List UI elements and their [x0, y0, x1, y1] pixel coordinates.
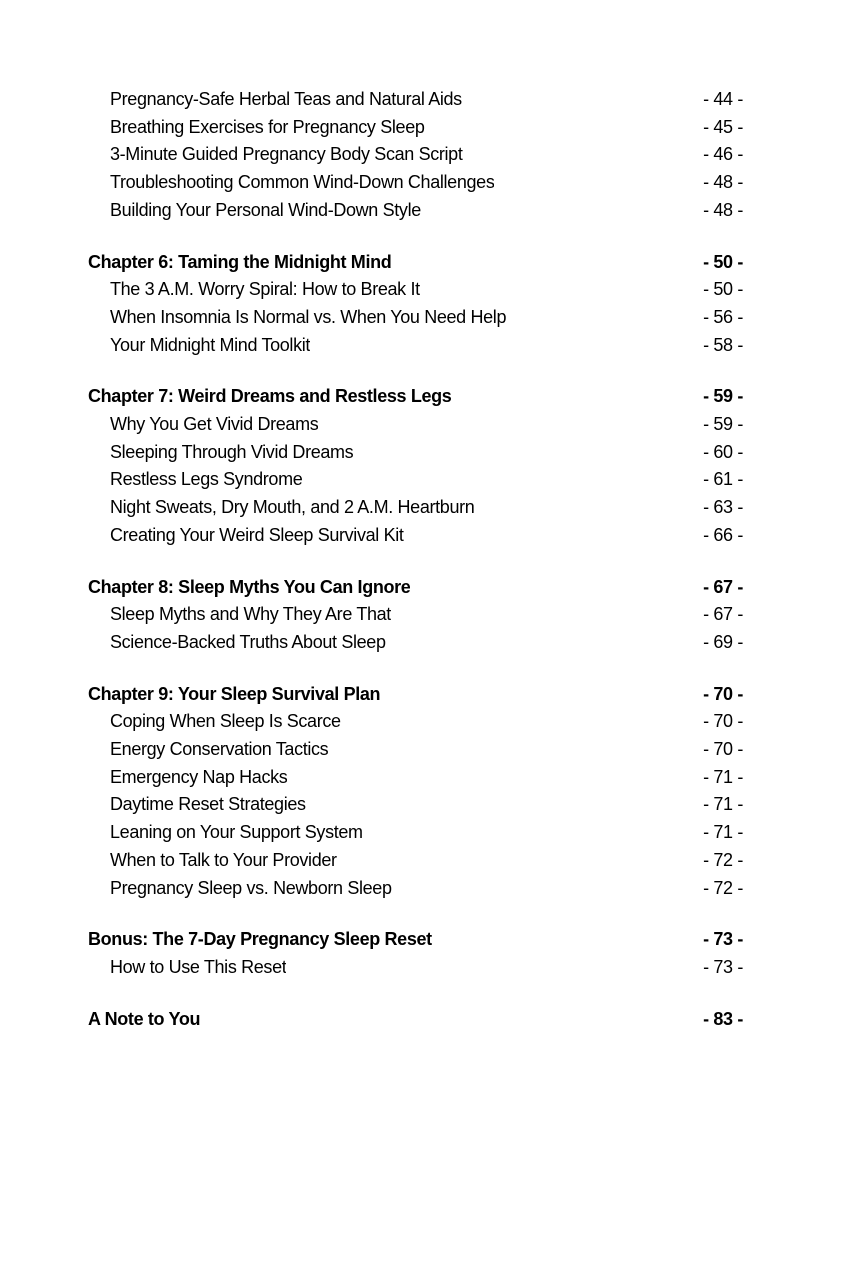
toc-chapter-entry[interactable] — [88, 926, 743, 954]
toc-entry-page-number: - 66 - — [703, 524, 743, 545]
toc-section — [88, 926, 743, 981]
toc-entry-page-number: - 72 - — [703, 877, 743, 898]
toc-entry-label: Creating Your Weird Sleep Survival Kit — [110, 524, 404, 545]
toc-entry-page-number: - 48 - — [703, 172, 743, 193]
toc-entry-label: Emergency Nap Hacks — [110, 766, 288, 787]
toc-entry-page-number: - 50 - — [703, 251, 743, 272]
toc-section — [88, 249, 743, 360]
toc-entry-label: Chapter 9: Your Sleep Survival Plan — [88, 683, 381, 704]
toc-entry-label: Restless Legs Syndrome — [110, 469, 303, 490]
toc-entry-label: Pregnancy-Safe Herbal Teas and Natural Aids — [110, 89, 462, 109]
toc-entry-label: Your Midnight Mind Toolkit — [110, 334, 311, 355]
toc-subsection-entry[interactable] — [88, 629, 743, 657]
toc-entry-label: Chapter 7: Weird Dreams and Restless Legs — [88, 386, 452, 407]
toc-entry-label: Breathing Exercises for Pregnancy Sleep — [110, 116, 425, 137]
toc-subsection-entry[interactable] — [88, 764, 743, 792]
toc-entry-page-number: - 72 - — [703, 849, 743, 870]
toc-entry-page-number: - 71 - — [703, 766, 743, 787]
toc-subsection-entry[interactable] — [88, 708, 743, 736]
toc-section — [88, 86, 743, 225]
toc-entry-page-number: - 61 - — [703, 469, 743, 490]
toc-subsection-entry[interactable] — [88, 411, 743, 439]
toc-entry-label: Sleep Myths and Why They Are That — [110, 604, 391, 625]
toc-subsection-entry[interactable] — [88, 954, 743, 982]
toc-chapter-entry[interactable] — [88, 383, 743, 411]
toc-subsection-entry[interactable] — [88, 332, 743, 360]
toc-subsection-entry[interactable] — [88, 276, 743, 304]
toc-entry-page-number: - 48 - — [703, 199, 743, 220]
toc-subsection-entry[interactable] — [88, 466, 743, 494]
toc-entry-label: A Note to You — [88, 1008, 201, 1029]
toc-entry-page-number: - 71 - — [703, 794, 743, 815]
toc-subsection-entry[interactable] — [88, 304, 743, 332]
toc-chapter-entry[interactable] — [88, 1006, 743, 1034]
toc-subsection-entry[interactable] — [88, 197, 743, 225]
toc-entry-label: Bonus: The 7-Day Pregnancy Sleep Reset — [88, 929, 432, 950]
toc-entry-label: Why You Get Vivid Dreams — [110, 414, 319, 435]
toc-subsection-entry[interactable] — [88, 847, 743, 875]
toc-chapter-entry[interactable] — [88, 681, 743, 709]
toc-entry-page-number: - 50 - — [703, 279, 743, 300]
toc-entry-label: Night Sweats, Dry Mouth, and 2 A.M. Heartburn — [110, 497, 475, 518]
toc-subsection-entry[interactable] — [88, 169, 743, 197]
toc-subsection-entry[interactable] — [88, 141, 743, 169]
toc-subsection-entry[interactable] — [88, 114, 743, 142]
toc-entry-page-number: - 83 - — [703, 1008, 743, 1029]
toc-entry-page-number: - 73 - — [703, 956, 743, 977]
toc-entry-label: Energy Conservation Tactics — [110, 739, 329, 760]
toc-subsection-entry[interactable] — [88, 875, 743, 903]
toc-entry-page-number: - 44 - — [703, 89, 743, 109]
toc-entry-page-number: - 70 - — [703, 711, 743, 732]
toc-section — [88, 574, 743, 657]
toc-entry-label: When Insomnia Is Normal vs. When You Need Help — [110, 306, 507, 327]
toc-entry-label: Pregnancy Sleep vs. Newborn Sleep — [110, 877, 392, 898]
toc-entry-label: When to Talk to Your Provider — [110, 849, 337, 870]
toc-entry-label: Chapter 6: Taming the Midnight Mind — [88, 251, 392, 272]
toc-entry-label: Building Your Personal Wind-Down Style — [110, 199, 421, 220]
toc-entry-page-number: - 59 - — [703, 386, 743, 407]
toc-entry-page-number: - 67 - — [703, 604, 743, 625]
toc-entry-label: How to Use This Reset — [110, 956, 287, 977]
toc-subsection-entry[interactable] — [88, 494, 743, 522]
toc-entry-label: Coping When Sleep Is Scarce — [110, 711, 341, 732]
toc-entry-page-number: - 70 - — [703, 683, 743, 704]
toc-subsection-entry[interactable] — [88, 601, 743, 629]
toc-subsection-entry[interactable] — [88, 736, 743, 764]
toc-entry-label: Chapter 8: Sleep Myths You Can Ignore — [88, 576, 411, 597]
toc-subsection-entry[interactable] — [88, 439, 743, 467]
toc-entry-page-number: - 67 - — [703, 576, 743, 597]
toc-entry-page-number: - 59 - — [703, 414, 743, 435]
toc-entry-page-number: - 58 - — [703, 334, 743, 355]
toc-section — [88, 681, 743, 903]
toc-entry-label: Troubleshooting Common Wind-Down Challenges — [110, 172, 495, 193]
toc-entry-page-number: - 63 - — [703, 497, 743, 518]
toc-entry-label: The 3 A.M. Worry Spiral: How to Break It — [110, 279, 420, 300]
toc-subsection-entry[interactable] — [88, 819, 743, 847]
toc-entry-label: Sleeping Through Vivid Dreams — [110, 441, 354, 462]
toc-subsection-entry[interactable] — [88, 86, 743, 114]
toc-entry-page-number: - 71 - — [703, 822, 743, 843]
toc-entry-page-number: - 46 - — [703, 144, 743, 165]
toc-chapter-entry[interactable] — [88, 574, 743, 602]
toc-entry-label: Leaning on Your Support System — [110, 822, 363, 843]
toc-entry-label: 3-Minute Guided Pregnancy Body Scan Script — [110, 144, 463, 165]
toc-section — [88, 1006, 743, 1034]
toc-entry-page-number: - 70 - — [703, 739, 743, 760]
toc-entry-page-number: - 45 - — [703, 116, 743, 137]
toc-chapter-entry[interactable] — [88, 249, 743, 277]
toc-entry-page-number: - 73 - — [703, 929, 743, 950]
toc-entry-page-number: - 60 - — [703, 441, 743, 462]
toc-entry-label: Science-Backed Truths About Sleep — [110, 631, 386, 652]
toc-subsection-entry[interactable] — [88, 791, 743, 819]
toc-entry-label: Daytime Reset Strategies — [110, 794, 306, 815]
toc-section — [88, 383, 743, 549]
toc-entry-page-number: - 56 - — [703, 306, 743, 327]
toc-entry-page-number: - 69 - — [703, 631, 743, 652]
toc-subsection-entry[interactable] — [88, 522, 743, 550]
